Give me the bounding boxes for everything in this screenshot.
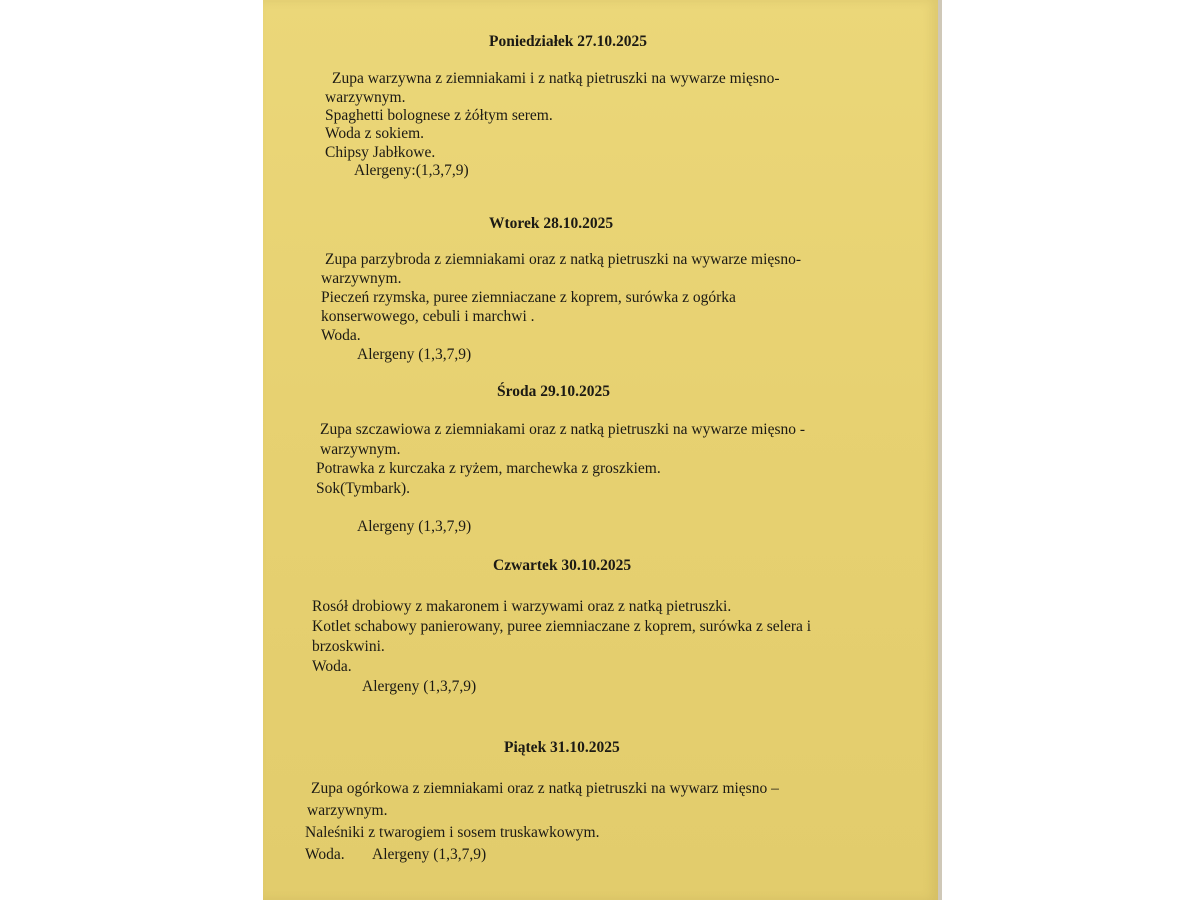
monday-extra: Chipsy Jabłkowe.: [325, 144, 436, 161]
monday-allergens: Alergeny:(1,3,7,9): [354, 162, 469, 179]
wednesday-soup-line2: warzywnym.: [320, 441, 401, 458]
thursday-drink: Woda.: [312, 658, 352, 675]
friday-drink: Woda.: [305, 846, 345, 863]
monday-drink: Woda z sokiem.: [325, 125, 425, 142]
friday-title: Piątek 31.10.2025: [504, 739, 620, 756]
friday-allergens: Alergeny (1,3,7,9): [372, 846, 487, 863]
thursday-main-line1: Kotlet schabowy panierowany, puree ziemniaczane z koprem, surówka z selera i: [312, 618, 812, 635]
thursday-allergens: Alergeny (1,3,7,9): [362, 678, 477, 695]
wednesday-soup-line1: Zupa szczawiowa z ziemniakami oraz z natką pietruszki na wywarze mięsno -: [320, 421, 806, 438]
wednesday-main: Potrawka z kurczaka z ryżem, marchewka z groszkiem.: [316, 460, 661, 477]
tuesday-soup-line1: Zupa parzybroda z ziemniakami oraz z natką pietruszki na wywarze mięsno-: [325, 251, 801, 268]
thursday-soup: Rosół drobiowy z makaronem i warzywami oraz z natką pietruszki.: [312, 598, 732, 615]
monday-soup-line1: Zupa warzywna z ziemniakami i z natką pietruszki na wywarze mięsno-: [332, 70, 780, 87]
monday-title: Poniedziałek 27.10.2025: [489, 33, 648, 50]
tuesday-soup-line2: warzywnym.: [321, 270, 402, 287]
wednesday-drink: Sok(Tymbark).: [316, 480, 411, 497]
wednesday-allergens: Alergeny (1,3,7,9): [357, 518, 472, 535]
friday-main: Naleśniki z twarogiem i sosem truskawkowym.: [305, 824, 600, 841]
friday-soup-line2: warzywnym.: [307, 802, 388, 819]
monday-main: Spaghetti bolognese z żółtym serem.: [325, 107, 553, 124]
friday-soup-line1: Zupa ogórkowa z ziemniakami oraz z natką pietruszki na wywarz mięsno –: [311, 780, 779, 797]
tuesday-main-line2: konserwowego, cebuli i marchwi .: [321, 308, 535, 325]
thursday-title: Czwartek 30.10.2025: [493, 557, 632, 574]
menu-paper: [263, 0, 938, 900]
tuesday-title: Wtorek 28.10.2025: [489, 215, 614, 232]
tuesday-main-line1: Pieczeń rzymska, puree ziemniaczane z koprem, surówka z ogórka: [321, 289, 736, 306]
wednesday-title: Środa 29.10.2025: [497, 383, 610, 400]
paper-edge: [938, 0, 942, 900]
thursday-main-line2: brzoskwini.: [312, 638, 385, 655]
monday-soup-line2: warzywnym.: [325, 89, 406, 106]
tuesday-drink: Woda.: [321, 327, 361, 344]
tuesday-allergens: Alergeny (1,3,7,9): [357, 346, 472, 363]
